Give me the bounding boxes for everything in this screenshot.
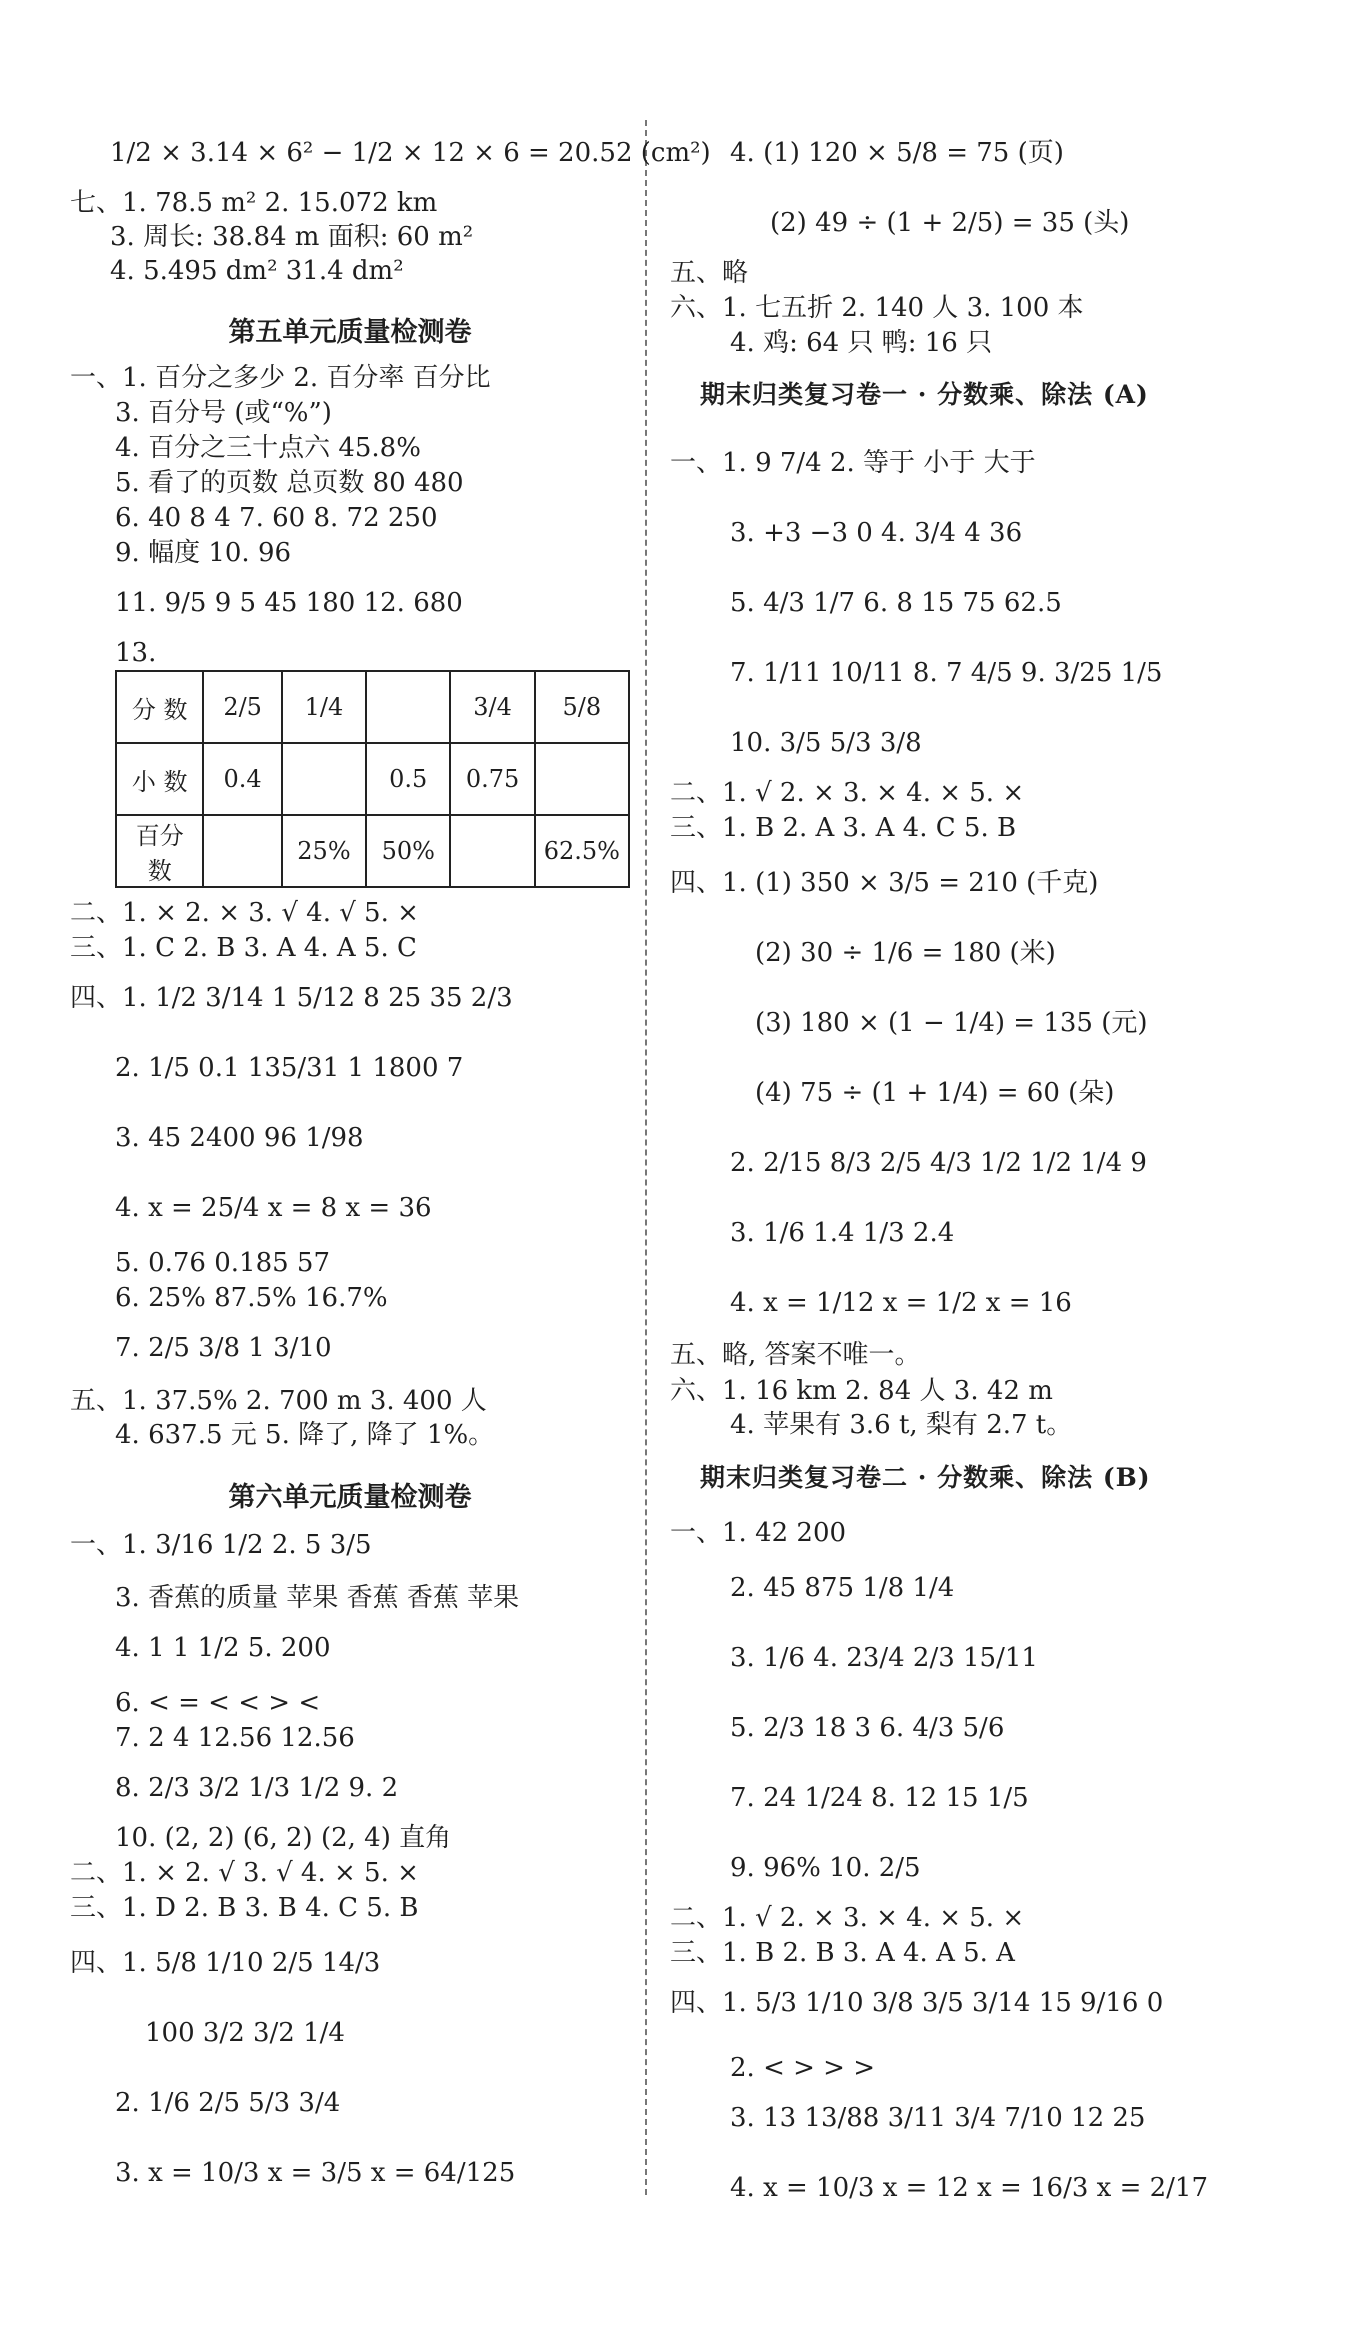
table-row: [116, 815, 629, 887]
table-cell: 2/5: [203, 671, 281, 743]
section-title-review-b: 期末归类复习卷二 · 分数乘、除法 (B): [700, 1463, 1151, 1492]
answer-line: 6. 40 8 4 7. 60 8. 72 250: [115, 503, 438, 533]
answer-line: 7. 24 1/24 8. 12 15 1/5: [730, 1783, 1029, 1813]
answer-line: 四、1. 5/8 1/10 2/5 14/3: [70, 1948, 381, 1978]
answer-line: (2) 30 ÷ 1/6 = 180 (米): [755, 938, 1056, 968]
answer-line: 4. 637.5 元 5. 降了, 降了 1%。: [115, 1420, 495, 1450]
answer-line: 7. 2/5 3/8 1 3/10: [115, 1333, 332, 1363]
answer-line: 3. 周长: 38.84 m 面积: 60 m²: [110, 222, 474, 252]
answer-line: 2. 1/6 2/5 5/3 3/4: [115, 2088, 341, 2118]
table-cell: 50%: [366, 815, 450, 887]
section-title-unit6: 第六单元质量检测卷: [228, 1482, 472, 1513]
table-cell: 5/8: [535, 671, 629, 743]
answer-line: 一、1. 3/16 1/2 2. 5 3/5: [70, 1530, 372, 1560]
table-cell: 3/4: [450, 671, 534, 743]
answer-line: 11. 9/5 9 5 45 180 12. 680: [115, 588, 463, 618]
answer-line: 3. 百分号 (或“%”): [115, 398, 332, 428]
answer-line: 4. 5.495 dm² 31.4 dm²: [110, 256, 404, 286]
table-cell: 0.5: [366, 743, 450, 815]
answer-line: 4. 鸡: 64 只 鸭: 16 只: [730, 328, 993, 358]
answer-line: 二、1. √ 2. × 3. × 4. × 5. ×: [670, 1903, 1025, 1933]
table-cell: 0.75: [450, 743, 534, 815]
answer-line: 三、1. D 2. B 3. B 4. C 5. B: [70, 1893, 419, 1923]
table-cell: 0.4: [203, 743, 281, 815]
answer-line: 5. 看了的页数 总页数 80 480: [115, 468, 464, 498]
answer-line: 2. 2/15 8/3 2/5 4/3 1/2 1/2 1/4 9: [730, 1148, 1147, 1178]
answer-line: 10. (2, 2) (6, 2) (2, 4) 直角: [115, 1823, 452, 1853]
answer-line: 五、略: [670, 258, 749, 288]
answer-line: 一、1. 百分之多少 2. 百分率 百分比: [70, 363, 491, 393]
table-cell: [366, 671, 450, 743]
answer-line: 4. 苹果有 3.6 t, 梨有 2.7 t。: [730, 1410, 1073, 1440]
answer-line: 5. 0.76 0.185 57: [115, 1248, 331, 1278]
answer-line: 一、1. 9 7/4 2. 等于 小于 大于: [670, 448, 1036, 478]
answer-line: 2. < > > >: [730, 2053, 876, 2083]
answer-line: 3. 香蕉的质量 苹果 香蕉 香蕉 苹果: [115, 1583, 520, 1613]
answer-line: 1/2 × 3.14 × 6² − 1/2 × 12 × 6 = 20.52 (cm²): [110, 138, 711, 168]
answer-line: 七、1. 78.5 m² 2. 15.072 km: [70, 188, 438, 218]
answer-line: 6. 25% 87.5% 16.7%: [115, 1283, 388, 1313]
answer-line: 二、1. × 2. × 3. √ 4. √ 5. ×: [70, 898, 419, 928]
section-title-unit5: 第五单元质量检测卷: [228, 317, 472, 348]
answer-line: 六、1. 七五折 2. 140 人 3. 100 本: [670, 293, 1084, 323]
answer-line: (3) 180 × (1 − 1/4) = 135 (元): [755, 1008, 1148, 1038]
answer-line: 5. 2/3 18 3 6. 4/3 5/6: [730, 1713, 1005, 1743]
table-cell: [535, 743, 629, 815]
answer-line: 四、1. 1/2 3/14 1 5/12 8 25 35 2/3: [70, 983, 513, 1013]
answer-line: 4. x = 1/12 x = 1/2 x = 16: [730, 1288, 1072, 1318]
column-divider: [645, 120, 647, 2195]
answer-line: 4. 1 1 1/2 5. 200: [115, 1633, 331, 1663]
answer-line: 四、1. 5/3 1/10 3/8 3/5 3/14 15 9/16 0: [670, 1988, 1164, 2018]
answer-line: (2) 49 ÷ (1 + 2/5) = 35 (头): [770, 208, 1130, 238]
answer-line: 100 3/2 3/2 1/4: [145, 2018, 345, 2048]
answer-line: 4. x = 10/3 x = 12 x = 16/3 x = 2/17: [730, 2173, 1209, 2203]
answer-line: 4. x = 25/4 x = 8 x = 36: [115, 1193, 432, 1223]
answer-line: 4. 百分之三十点六 45.8%: [115, 433, 421, 463]
answer-line: 3. 1/6 1.4 1/3 2.4: [730, 1218, 955, 1248]
answer-line: 3. 13 13/88 3/11 3/4 7/10 12 25: [730, 2103, 1146, 2133]
answer-line: 4. (1) 120 × 5/8 = 75 (页): [730, 138, 1064, 168]
answer-line: 三、1. B 2. B 3. A 4. A 5. A: [670, 1938, 1015, 1968]
answer-line: 三、1. C 2. B 3. A 4. A 5. C: [70, 933, 417, 963]
answer-line: 7. 1/11 10/11 8. 7 4/5 9. 3/25 1/5: [730, 658, 1163, 688]
answer-line: 6. < = < < > <: [115, 1688, 321, 1718]
answer-line: 2. 1/5 0.1 135/31 1 1800 7: [115, 1053, 464, 1083]
answer-line: (4) 75 ÷ (1 + 1/4) = 60 (朵): [755, 1078, 1115, 1108]
answer-line: 3. x = 10/3 x = 3/5 x = 64/125: [115, 2158, 516, 2188]
right-column: [670, 120, 1230, 2203]
fraction-decimal-percent-table: [115, 670, 630, 888]
table-cell: [203, 815, 281, 887]
answer-line: 二、1. √ 2. × 3. × 4. × 5. ×: [670, 778, 1025, 808]
answer-line: 一、1. 42 200: [670, 1518, 847, 1548]
table-row: [116, 743, 629, 815]
table-cell: [282, 743, 366, 815]
answer-line: 五、略, 答案不唯一。: [670, 1340, 921, 1370]
table-cell: 小 数: [116, 743, 203, 815]
table-row: [116, 671, 629, 743]
answer-line: 2. 45 875 1/8 1/4: [730, 1573, 955, 1603]
table-cell: 62.5%: [535, 815, 629, 887]
answer-line: 13.: [115, 638, 157, 668]
answer-line: 3. 1/6 4. 23/4 2/3 15/11: [730, 1643, 1038, 1673]
answer-line: 9. 96% 10. 2/5: [730, 1853, 921, 1883]
table-cell: [450, 815, 534, 887]
answer-line: 四、1. (1) 350 × 3/5 = 210 (千克): [670, 868, 1099, 898]
table-cell: 分 数: [116, 671, 203, 743]
answer-line: 五、1. 37.5% 2. 700 m 3. 400 人: [70, 1386, 487, 1416]
answer-line: 3. +3 −3 0 4. 3/4 4 36: [730, 518, 1023, 548]
table-cell: 25%: [282, 815, 366, 887]
answer-line: 10. 3/5 5/3 3/8: [730, 728, 922, 758]
answer-line: 3. 45 2400 96 1/98: [115, 1123, 364, 1153]
section-title-review-a: 期末归类复习卷一 · 分数乘、除法 (A): [700, 380, 1149, 409]
answer-line: 二、1. × 2. √ 3. √ 4. × 5. ×: [70, 1858, 419, 1888]
table-cell: 百分数: [116, 815, 203, 887]
answer-line: 8. 2/3 3/2 1/3 1/2 9. 2: [115, 1773, 399, 1803]
answer-line: 六、1. 16 km 2. 84 人 3. 42 m: [670, 1376, 1053, 1406]
answer-line: 三、1. B 2. A 3. A 4. C 5. B: [670, 813, 1017, 843]
answer-line: 5. 4/3 1/7 6. 8 15 75 62.5: [730, 588, 1062, 618]
answer-line: 7. 2 4 12.56 12.56: [115, 1723, 355, 1753]
answer-line: 9. 幅度 10. 96: [115, 538, 292, 568]
table-cell: 1/4: [282, 671, 366, 743]
